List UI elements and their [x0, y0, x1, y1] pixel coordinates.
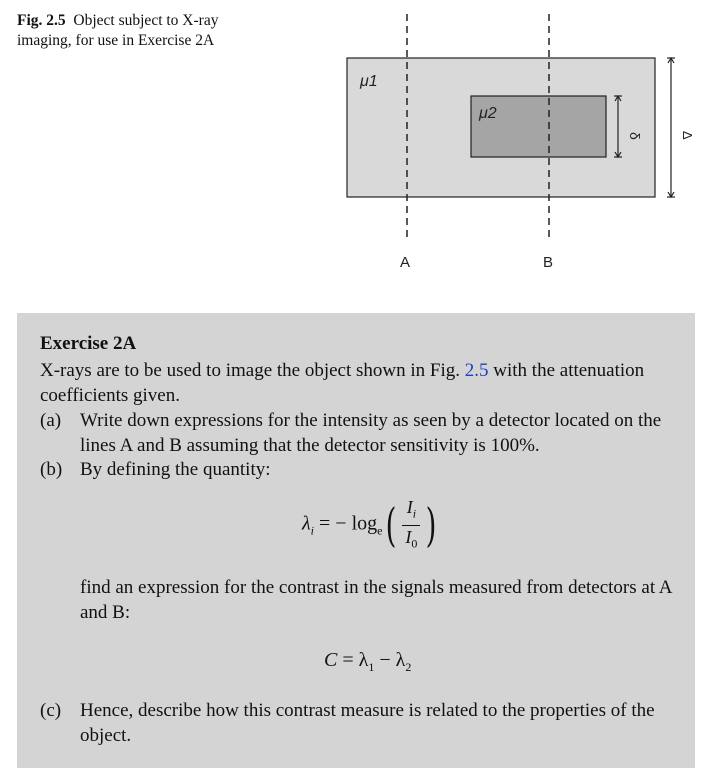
item-c-text: Hence, describe how this contrast measure is related to the properties of the object. — [80, 700, 655, 746]
item-b-text: By defining the quantity: — [80, 459, 271, 480]
equation-contrast: $C = \lambda_1 - \lambda_2$ — [324, 649, 412, 674]
item-b-text2: find an expression for the contrast in the signals measured from detectors at A and B: — [80, 577, 672, 623]
item-c-label: (c) — [40, 700, 62, 721]
xray-object-diagram — [0, 0, 713, 300]
item-b-label: (b) — [40, 459, 63, 480]
item-a-text: Write down expressions for the intensity as seen by a detector located on the lines A and B assuming that the detector sensitivity is 100%. — [80, 410, 662, 456]
delta-large-dimension — [667, 58, 675, 197]
item-a-label: (a) — [40, 410, 62, 431]
delta-large-label: Δ — [680, 131, 695, 140]
caption-text: Object subject to X-ray imaging, for use in Exercise 2A — [17, 12, 219, 49]
exercise-intro — [40, 359, 680, 408]
delta-small-label: δ — [627, 132, 643, 140]
intro-before: X-rays are to be used to image the object shown in Fig. — [40, 360, 465, 381]
mu1-label: μ1 — [360, 73, 378, 90]
exercise-title: Exercise 2A — [40, 333, 137, 354]
figure-link[interactable]: 2.5 — [464, 360, 489, 381]
caption-label: Fig. 2.5 — [17, 12, 66, 29]
line-a-label: A — [400, 254, 411, 271]
line-b-label: B — [543, 254, 554, 271]
intro-after: with the attenuation coefficients given. — [40, 360, 645, 406]
equation-lambda: $\lambda_i$ = − $\log_e$( $\frac{I_i}{I_0}$ ) — [302, 497, 437, 553]
exercise-box — [17, 313, 695, 768]
mu2-label: μ2 — [479, 105, 497, 122]
